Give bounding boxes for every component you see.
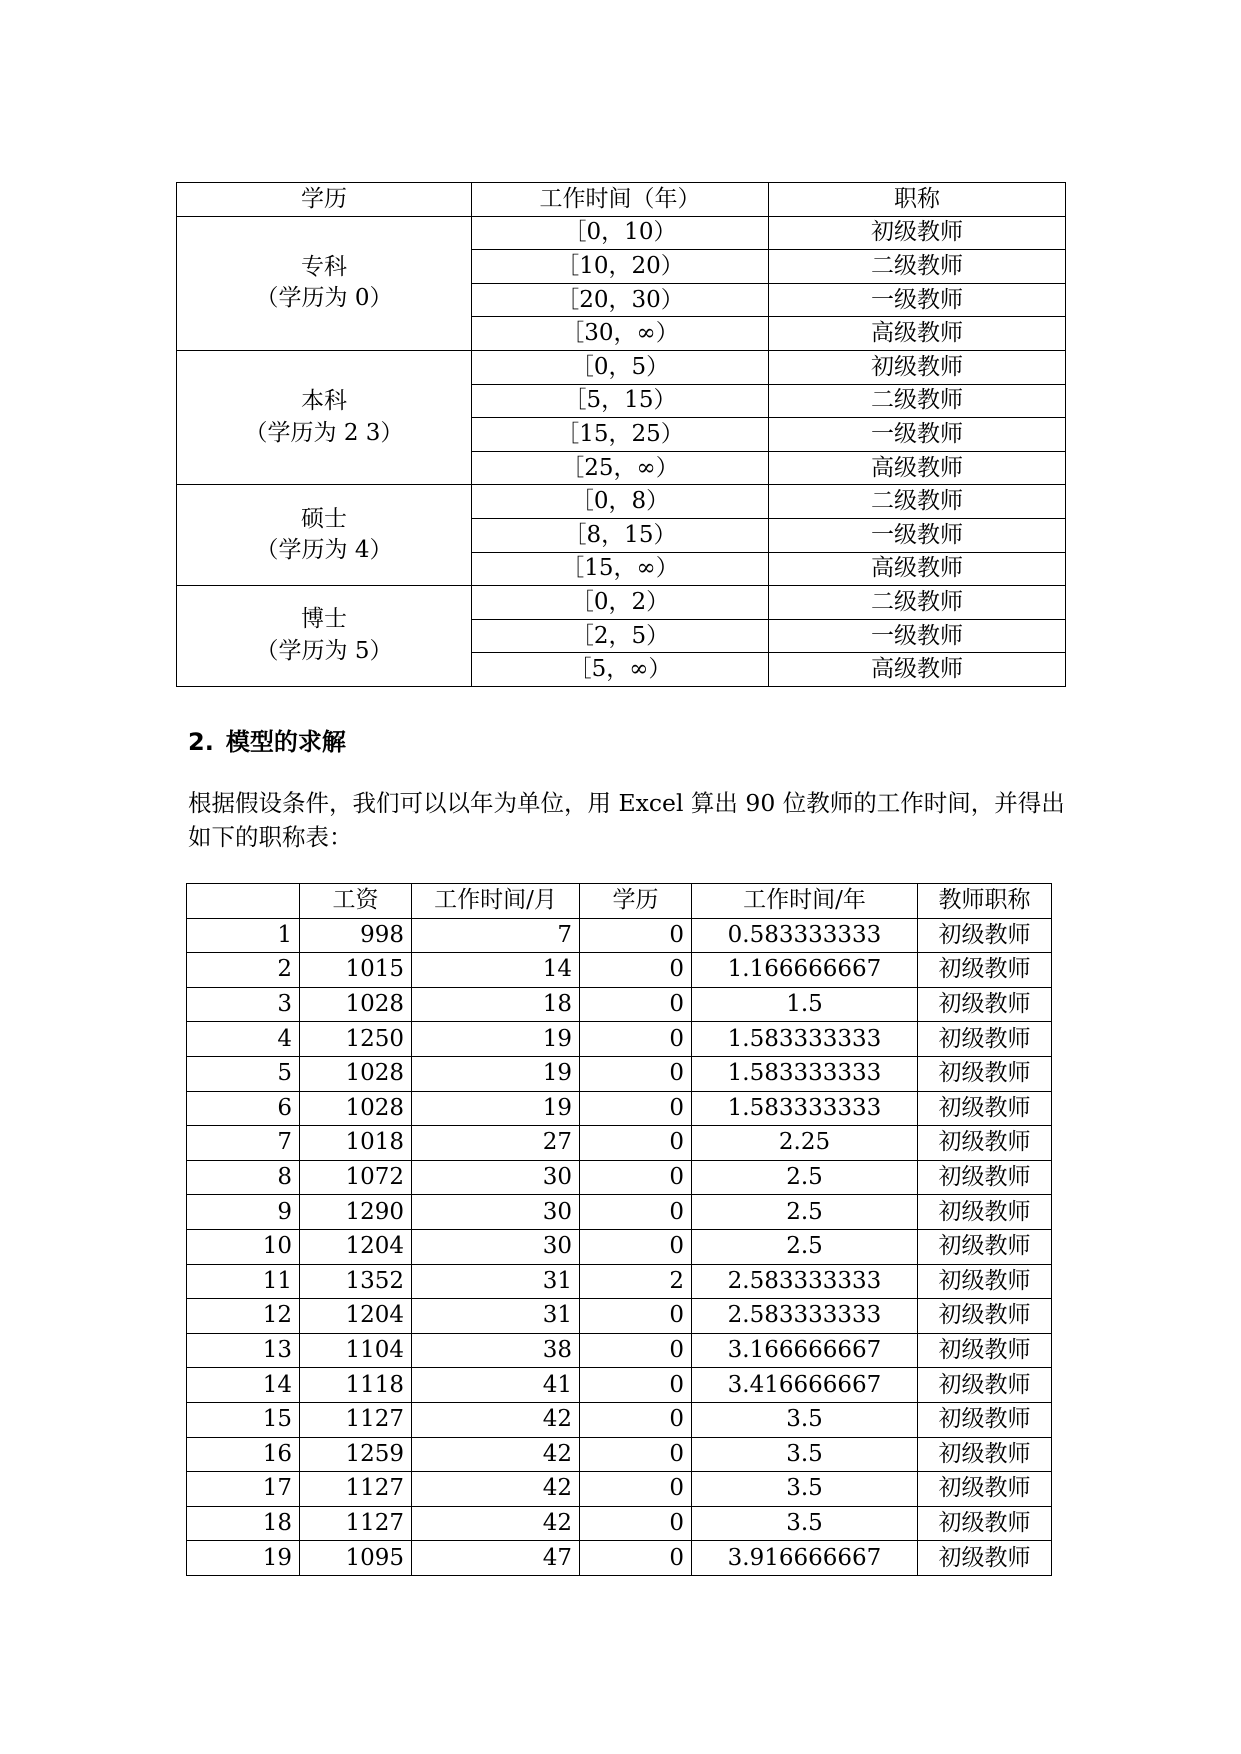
work-months-cell: 30 [412, 1160, 580, 1195]
header-work-months: 工作时间/月 [412, 884, 580, 919]
teacher-title-cell: 初级教师 [918, 1229, 1052, 1264]
work-years-range-cell: ［15，∞） [472, 552, 769, 586]
title-cell: 二级教师 [769, 586, 1066, 620]
work-months-cell: 14 [412, 953, 580, 988]
table-row [187, 987, 1052, 1022]
work-years-cell: 2.5 [692, 1229, 918, 1264]
table-row [187, 1056, 1052, 1091]
salary-cell: 1127 [300, 1402, 412, 1437]
work-months-cell: 42 [412, 1402, 580, 1437]
title-cell: 高级教师 [769, 451, 1066, 485]
title-cell: 二级教师 [769, 485, 1066, 519]
salary-cell: 1015 [300, 953, 412, 988]
work-years-range-cell: ［8，15） [472, 518, 769, 552]
row-index-cell: 2 [187, 953, 300, 988]
table-row [187, 1264, 1052, 1299]
salary-cell: 1204 [300, 1299, 412, 1334]
title-cell: 初级教师 [769, 216, 1066, 250]
table-row [187, 1195, 1052, 1230]
teacher-title-cell: 初级教师 [918, 1195, 1052, 1230]
table-header-row [187, 884, 1052, 919]
title-cell: 一级教师 [769, 283, 1066, 317]
section-title: 模型的求解 [225, 728, 346, 756]
row-index-cell: 5 [187, 1056, 300, 1091]
table-row [187, 1333, 1052, 1368]
work-years-range-cell: ［10，20） [472, 250, 769, 284]
work-years-cell: 2.5 [692, 1160, 918, 1195]
education-cell: 2 [580, 1264, 692, 1299]
row-index-cell: 15 [187, 1402, 300, 1437]
row-index-cell: 11 [187, 1264, 300, 1299]
work-years-range-cell: ［0，10） [472, 216, 769, 250]
teacher-title-table [186, 883, 1052, 1576]
work-months-cell: 18 [412, 987, 580, 1022]
education-cell: 0 [580, 1056, 692, 1091]
intro-paragraph: 根据假设条件，我们可以以年为单位，用 Excel 算出 90 位教师的工作时间，并得出如下的职称表： [188, 789, 1065, 851]
teacher-title-cell: 初级教师 [918, 1022, 1052, 1057]
teacher-title-cell: 初级教师 [918, 1160, 1052, 1195]
work-months-cell: 7 [412, 918, 580, 953]
salary-cell: 1352 [300, 1264, 412, 1299]
title-cell: 初级教师 [769, 350, 1066, 384]
header-index [187, 884, 300, 919]
work-years-cell: 3.5 [692, 1472, 918, 1507]
education-cell: 0 [580, 1402, 692, 1437]
work-months-cell: 42 [412, 1506, 580, 1541]
education-cell: 0 [580, 1195, 692, 1230]
work-years-range-cell: ［2，5） [472, 619, 769, 653]
salary-cell: 1259 [300, 1437, 412, 1472]
teacher-title-cell: 初级教师 [918, 1091, 1052, 1126]
education-cell: 0 [580, 1229, 692, 1264]
work-months-cell: 47 [412, 1541, 580, 1576]
education-code-note: （学历为 5） [255, 638, 393, 665]
salary-cell: 1028 [300, 1056, 412, 1091]
row-index-cell: 6 [187, 1091, 300, 1126]
row-index-cell: 12 [187, 1299, 300, 1334]
work-months-cell: 31 [412, 1299, 580, 1334]
row-index-cell: 13 [187, 1333, 300, 1368]
work-years-cell: 3.5 [692, 1506, 918, 1541]
education-name: 专科 [301, 253, 347, 280]
title-cell: 一级教师 [769, 619, 1066, 653]
salary-cell: 1095 [300, 1541, 412, 1576]
education-cell: 0 [580, 953, 692, 988]
education-cell: 0 [580, 1472, 692, 1507]
table-row [187, 1541, 1052, 1576]
salary-cell: 1028 [300, 1091, 412, 1126]
salary-cell: 998 [300, 918, 412, 953]
teacher-title-cell: 初级教师 [918, 1299, 1052, 1334]
education-cell: 0 [580, 987, 692, 1022]
education-cell: 0 [580, 918, 692, 953]
table-header-row [177, 183, 1066, 217]
table-row [187, 1472, 1052, 1507]
salary-cell: 1127 [300, 1472, 412, 1507]
teacher-title-body [187, 918, 1052, 1575]
education-cell: 0 [580, 1299, 692, 1334]
education-cell: 0 [580, 1022, 692, 1057]
education-cell: 0 [580, 1437, 692, 1472]
work-months-cell: 42 [412, 1437, 580, 1472]
header-work-years: 工作时间/年 [692, 884, 918, 919]
row-index-cell: 19 [187, 1541, 300, 1576]
row-index-cell: 8 [187, 1160, 300, 1195]
education-group-cell [177, 485, 472, 586]
work-months-cell: 19 [412, 1091, 580, 1126]
work-months-cell: 30 [412, 1195, 580, 1230]
title-cell: 高级教师 [769, 552, 1066, 586]
salary-cell: 1204 [300, 1229, 412, 1264]
table-row [187, 1368, 1052, 1403]
salary-cell: 1250 [300, 1022, 412, 1057]
teacher-title-cell: 初级教师 [918, 1264, 1052, 1299]
work-years-range-cell: ［0，5） [472, 350, 769, 384]
header-work-years: 工作时间（年） [472, 183, 769, 217]
work-months-cell: 30 [412, 1229, 580, 1264]
salary-cell: 1018 [300, 1126, 412, 1161]
row-index-cell: 9 [187, 1195, 300, 1230]
teacher-title-cell: 初级教师 [918, 1506, 1052, 1541]
row-index-cell: 3 [187, 987, 300, 1022]
education-cell: 0 [580, 1160, 692, 1195]
education-name: 本科 [301, 387, 347, 414]
teacher-title-cell: 初级教师 [918, 1402, 1052, 1437]
work-years-cell: 3.5 [692, 1437, 918, 1472]
work-years-range-cell: ［25，∞） [472, 451, 769, 485]
table-row [187, 1229, 1052, 1264]
row-index-cell: 7 [187, 1126, 300, 1161]
teacher-title-cell: 初级教师 [918, 1056, 1052, 1091]
teacher-title-cell: 初级教师 [918, 1368, 1052, 1403]
work-years-cell: 1.583333333 [692, 1056, 918, 1091]
work-months-cell: 31 [412, 1264, 580, 1299]
header-title: 职称 [769, 183, 1066, 217]
work-years-range-cell: ［0，8） [472, 485, 769, 519]
title-criteria-body [177, 216, 1066, 686]
title-cell: 一级教师 [769, 518, 1066, 552]
table-row [187, 1091, 1052, 1126]
work-months-cell: 42 [412, 1472, 580, 1507]
work-years-cell: 3.916666667 [692, 1541, 918, 1576]
title-cell: 二级教师 [769, 250, 1066, 284]
work-years-cell: 1.5 [692, 987, 918, 1022]
row-index-cell: 17 [187, 1472, 300, 1507]
table-row [187, 1022, 1052, 1057]
education-name: 博士 [301, 606, 347, 633]
title-cell: 一级教师 [769, 418, 1066, 452]
title-cell: 高级教师 [769, 653, 1066, 687]
row-index-cell: 10 [187, 1229, 300, 1264]
education-group-cell [177, 350, 472, 484]
work-years-cell: 3.166666667 [692, 1333, 918, 1368]
table-row [187, 1299, 1052, 1334]
work-years-cell: 2.25 [692, 1126, 918, 1161]
education-cell: 0 [580, 1333, 692, 1368]
work-years-range-cell: ［15，25） [472, 418, 769, 452]
work-years-range-cell: ［30，∞） [472, 317, 769, 351]
work-years-cell: 1.583333333 [692, 1091, 918, 1126]
education-group-cell [177, 216, 472, 350]
work-months-cell: 38 [412, 1333, 580, 1368]
table-row [187, 918, 1052, 953]
table-row [187, 1402, 1052, 1437]
teacher-title-cell: 初级教师 [918, 1126, 1052, 1161]
teacher-title-cell: 初级教师 [918, 1541, 1052, 1576]
salary-cell: 1290 [300, 1195, 412, 1230]
work-years-range-cell: ［5，∞） [472, 653, 769, 687]
education-code-note: （学历为 4） [255, 537, 393, 564]
header-education: 学历 [580, 884, 692, 919]
work-years-cell: 0.583333333 [692, 918, 918, 953]
teacher-title-cell: 初级教师 [918, 987, 1052, 1022]
work-years-cell: 2.5 [692, 1195, 918, 1230]
education-code-note: （学历为 2 3） [244, 419, 404, 446]
teacher-title-cell: 初级教师 [918, 1333, 1052, 1368]
education-cell: 0 [580, 1506, 692, 1541]
row-index-cell: 16 [187, 1437, 300, 1472]
teacher-title-cell: 初级教师 [918, 1472, 1052, 1507]
section-number: 2. [188, 728, 214, 756]
education-cell: 0 [580, 1126, 692, 1161]
salary-cell: 1072 [300, 1160, 412, 1195]
education-code-note: （学历为 0） [255, 285, 393, 312]
salary-cell: 1028 [300, 987, 412, 1022]
table-row [187, 1437, 1052, 1472]
work-months-cell: 27 [412, 1126, 580, 1161]
row-index-cell: 18 [187, 1506, 300, 1541]
title-cell: 高级教师 [769, 317, 1066, 351]
table-row [187, 953, 1052, 988]
header-salary: 工资 [300, 884, 412, 919]
work-years-cell: 3.416666667 [692, 1368, 918, 1403]
header-education: 学历 [177, 183, 472, 217]
education-name: 硕士 [301, 505, 347, 532]
education-cell: 0 [580, 1541, 692, 1576]
work-years-cell: 1.583333333 [692, 1022, 918, 1057]
table-row [187, 1126, 1052, 1161]
teacher-title-cell: 初级教师 [918, 918, 1052, 953]
teacher-title-cell: 初级教师 [918, 1437, 1052, 1472]
table-row [177, 350, 1066, 384]
table-row [187, 1160, 1052, 1195]
table-row [177, 586, 1066, 620]
education-group-cell [177, 586, 472, 687]
work-years-range-cell: ［5，15） [472, 384, 769, 418]
table-row [177, 485, 1066, 519]
work-months-cell: 19 [412, 1056, 580, 1091]
section-heading [188, 722, 346, 757]
work-years-range-cell: ［20，30） [472, 283, 769, 317]
work-years-cell: 2.583333333 [692, 1264, 918, 1299]
work-years-cell: 2.583333333 [692, 1299, 918, 1334]
row-index-cell: 14 [187, 1368, 300, 1403]
table-row [177, 216, 1066, 250]
education-cell: 0 [580, 1091, 692, 1126]
work-months-cell: 41 [412, 1368, 580, 1403]
work-years-cell: 3.5 [692, 1402, 918, 1437]
salary-cell: 1127 [300, 1506, 412, 1541]
work-months-cell: 19 [412, 1022, 580, 1057]
table-row [187, 1506, 1052, 1541]
salary-cell: 1118 [300, 1368, 412, 1403]
row-index-cell: 1 [187, 918, 300, 953]
education-cell: 0 [580, 1368, 692, 1403]
salary-cell: 1104 [300, 1333, 412, 1368]
header-teacher-title: 教师职称 [918, 884, 1052, 919]
work-years-cell: 1.166666667 [692, 953, 918, 988]
title-cell: 二级教师 [769, 384, 1066, 418]
teacher-title-cell: 初级教师 [918, 953, 1052, 988]
title-criteria-table [176, 182, 1066, 687]
row-index-cell: 4 [187, 1022, 300, 1057]
work-years-range-cell: ［0，2） [472, 586, 769, 620]
